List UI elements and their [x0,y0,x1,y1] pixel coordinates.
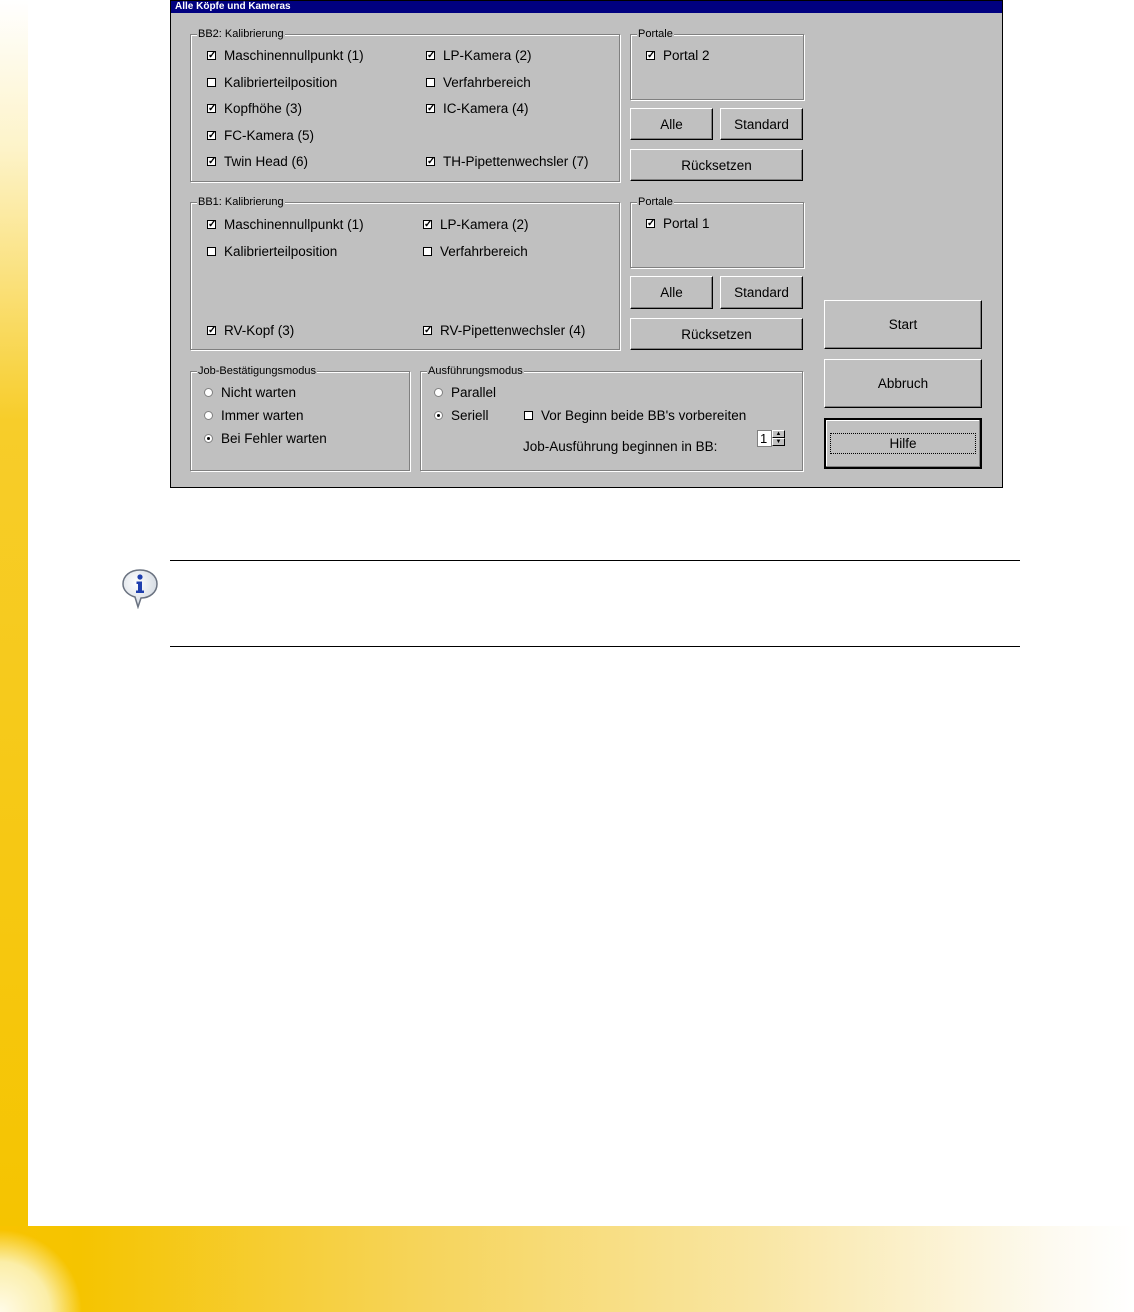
note-top-rule [170,560,1020,561]
exec-mode-parallel-radio[interactable]: Parallel [434,385,496,400]
bb2-travel-range-checkbox[interactable]: Verfahrbereich [426,75,531,90]
exec-mode-serial-radio[interactable]: Seriell [434,408,489,423]
prepare-both-bb-checkbox[interactable]: Vor Beginn beide BB's vorbereiten [524,408,746,423]
cancel-button[interactable]: Abbruch [824,359,982,408]
checkbox-mark: ✓ [424,325,433,336]
calibration-dialog [170,0,1003,488]
checkbox-mark [426,78,435,87]
bb2-lp-camera-checkbox[interactable]: ✓ LP-Kamera (2) [427,48,532,63]
spinner-down-icon[interactable]: ▼ [772,438,785,446]
checkbox-mark: ✓ [427,156,436,167]
checkbox-mark: ✓ [208,130,217,141]
bb2-standard-button[interactable]: Standard [720,108,803,140]
bb2-th-pipette-changer-checkbox[interactable]: ✓ TH-Pipettenwechsler (7) [427,154,589,169]
bb1-standard-button[interactable]: Standard [720,276,803,309]
radio-dot [204,434,213,443]
job-mode-always-wait-radio[interactable]: Immer warten [204,408,304,423]
checkbox-mark: ✓ [427,50,436,61]
bb1-calibration-part-checkbox[interactable]: Kalibrierteilposition [207,244,337,259]
bb2-head-height-checkbox[interactable]: ✓ Kopfhöhe (3) [208,101,303,116]
spinner-up-icon[interactable]: ▲ [772,430,785,438]
checkbox-mark: ✓ [647,50,656,61]
bb2-portale-group [630,28,804,100]
checkbox-mark [207,247,216,256]
bb2-calibration-part-checkbox[interactable]: Kalibrierteilposition [207,75,337,90]
job-mode-no-wait-radio[interactable]: Nicht warten [204,385,296,400]
dialog-title: Alle Köpfe und Kameras [171,1,1002,13]
radio-dot [204,411,213,420]
start-button[interactable]: Start [824,300,982,349]
bb1-group-legend: BB1: Kalibrierung [198,196,284,208]
checkbox-mark: ✓ [208,325,217,336]
radio-dot [434,411,443,420]
bb1-rv-head-checkbox[interactable]: ✓ RV-Kopf (3) [208,323,295,338]
bb2-twin-head-checkbox[interactable]: ✓ Twin Head (6) [208,154,309,169]
info-icon [120,567,160,609]
portal-1-checkbox[interactable]: ✓ Portal 1 [647,216,710,231]
execution-mode-legend: Ausführungsmodus [428,365,523,377]
checkbox-mark: ✓ [424,219,433,230]
bb2-group-legend: BB2: Kalibrierung [198,28,284,40]
bb2-alle-button[interactable]: Alle [630,108,713,140]
job-confirmation-legend: Job-Bestätigungsmodus [198,365,317,377]
page-footer-band [0,1226,1134,1312]
bb1-portale-group [630,196,804,268]
bb1-machine-zero-checkbox[interactable]: ✓ Maschinennullpunkt (1) [208,217,364,232]
bb1-rv-pipette-changer-checkbox[interactable]: ✓ RV-Pipettenwechsler (4) [424,323,586,338]
start-bb-value[interactable]: 1 [757,430,772,447]
start-bb-label: Job-Ausführung beginnen in BB: [523,439,718,454]
checkbox-mark [423,247,432,256]
bb2-reset-button[interactable]: Rücksetzen [630,149,803,181]
portal-2-checkbox[interactable]: ✓ Portal 2 [647,48,710,63]
help-button-label: Hilfe [830,433,975,454]
page-footer-corner [0,1226,82,1312]
bb2-ic-camera-checkbox[interactable]: ✓ IC-Kamera (4) [427,101,529,116]
checkbox-mark: ✓ [647,218,656,229]
bb1-portale-legend: Portale [638,196,673,208]
page-edge-decoration [0,0,28,1312]
bb2-machine-zero-checkbox[interactable]: ✓ Maschinennullpunkt (1) [208,48,364,63]
radio-dot [434,388,443,397]
note-bottom-rule [170,646,1020,647]
checkbox-mark: ✓ [208,156,217,167]
checkbox-mark: ✓ [208,219,217,230]
checkbox-mark [207,78,216,87]
start-bb-spinner[interactable] [757,430,785,447]
bb1-reset-button[interactable]: Rücksetzen [630,318,803,350]
checkbox-mark: ✓ [208,103,217,114]
checkbox-mark: ✓ [427,103,436,114]
bb2-portale-legend: Portale [638,28,673,40]
bb1-lp-camera-checkbox[interactable]: ✓ LP-Kamera (2) [424,217,529,232]
bb1-travel-range-checkbox[interactable]: Verfahrbereich [423,244,528,259]
help-button[interactable] [824,418,982,469]
checkbox-mark: ✓ [208,50,217,61]
radio-dot [204,388,213,397]
job-mode-wait-on-error-radio[interactable]: Bei Fehler warten [204,431,327,446]
checkbox-mark [524,411,533,420]
bb1-alle-button[interactable]: Alle [630,276,713,309]
bb2-fc-camera-checkbox[interactable]: ✓ FC-Kamera (5) [208,128,315,143]
